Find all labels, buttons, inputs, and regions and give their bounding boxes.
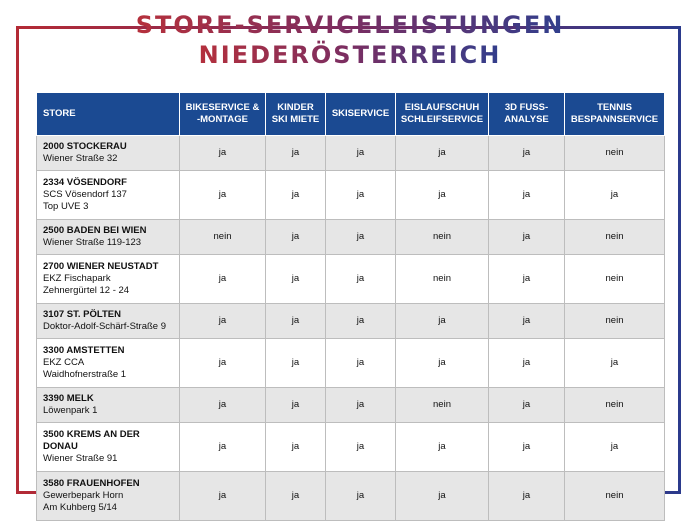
page-title — [0, 10, 700, 70]
service-cell: ja — [266, 136, 326, 171]
service-cell: ja — [266, 472, 326, 521]
service-cell: nein — [565, 255, 665, 304]
service-cell: ja — [489, 423, 565, 472]
service-cell: ja — [396, 171, 489, 220]
service-cell: nein — [396, 388, 489, 423]
table-row — [37, 136, 665, 171]
header-skiservice: SKISERVICE — [326, 93, 396, 136]
service-cell: ja — [266, 388, 326, 423]
store-cell — [37, 472, 180, 521]
service-cell: ja — [396, 304, 489, 339]
service-cell: ja — [266, 255, 326, 304]
service-cell: ja — [326, 388, 396, 423]
store-name: 2000 STOCKERAU — [43, 141, 127, 152]
service-cell: ja — [489, 171, 565, 220]
service-cell: ja — [180, 255, 266, 304]
service-cell: nein — [565, 304, 665, 339]
services-table-container — [36, 92, 664, 521]
service-cell: ja — [180, 472, 266, 521]
store-name: 2334 VÖSENDORF — [43, 177, 127, 188]
service-cell: nein — [180, 220, 266, 255]
service-cell: nein — [396, 220, 489, 255]
service-cell: ja — [396, 472, 489, 521]
store-cell — [37, 339, 180, 388]
store-name: 3390 MELK — [43, 393, 94, 404]
store-address-line-1: Wiener Straße 32 — [43, 153, 118, 164]
store-cell — [37, 304, 180, 339]
service-cell: ja — [326, 136, 396, 171]
service-cell: ja — [489, 339, 565, 388]
service-cell: ja — [326, 423, 396, 472]
header-store: STORE — [37, 93, 180, 136]
service-cell: ja — [326, 472, 396, 521]
store-address-line-1: SCS Vösendorf 137 — [43, 189, 127, 200]
service-cell: ja — [180, 388, 266, 423]
store-address-line-2: Am Kuhberg 5/14 — [43, 502, 117, 513]
store-address-line-1: Wiener Straße 91 — [43, 453, 118, 464]
service-cell: ja — [489, 388, 565, 423]
store-cell — [37, 220, 180, 255]
store-address-line-1: EKZ Fischapark — [43, 273, 111, 284]
store-address-line-1: Gewerbepark Horn — [43, 490, 124, 501]
service-cell: ja — [565, 339, 665, 388]
header-bikeservice: BIKESERVICE & -MONTAGE — [180, 93, 266, 136]
service-cell: ja — [326, 304, 396, 339]
store-cell — [37, 136, 180, 171]
store-cell — [37, 423, 180, 472]
table-row — [37, 339, 665, 388]
table-body — [37, 136, 665, 521]
service-cell: ja — [489, 220, 565, 255]
title-line-1: STORE-SERVICELEISTUNGEN — [126, 10, 575, 40]
store-address-line-1: Doktor-Adolf-Schärf-Straße 9 — [43, 321, 167, 332]
title-line-2: NIEDERÖSTERREICH — [189, 40, 512, 70]
service-cell: nein — [396, 255, 489, 304]
table-row — [37, 220, 665, 255]
service-cell: ja — [266, 220, 326, 255]
store-address-line-2: Waidhofnerstraße 1 — [43, 369, 127, 380]
store-cell — [37, 255, 180, 304]
service-cell: ja — [326, 339, 396, 388]
service-cell: ja — [180, 304, 266, 339]
store-address-line-1: Löwenpark 1 — [43, 405, 98, 416]
service-cell: ja — [180, 423, 266, 472]
store-address-line-2: Top UVE 3 — [43, 201, 89, 212]
service-cell: ja — [489, 136, 565, 171]
service-cell: ja — [326, 171, 396, 220]
store-cell — [37, 388, 180, 423]
table-row — [37, 255, 665, 304]
header-3d-fuss-analyse: 3D FUSS-ANALYSE — [489, 93, 565, 136]
service-cell: ja — [326, 220, 396, 255]
service-cell: ja — [326, 255, 396, 304]
service-cell: ja — [396, 136, 489, 171]
store-address-line-1: EKZ CCA — [43, 357, 85, 368]
store-name: 2700 WIENER NEUSTADT — [43, 261, 159, 272]
header-kinder-ski-miete: KINDER SKI MIETE — [266, 93, 326, 136]
service-cell: ja — [396, 423, 489, 472]
service-cell: ja — [489, 304, 565, 339]
store-name: 3500 KREMS AN DER DONAU — [43, 429, 140, 452]
service-cell: ja — [180, 171, 266, 220]
service-cell: ja — [180, 339, 266, 388]
services-table — [36, 92, 665, 521]
service-cell: nein — [565, 136, 665, 171]
service-cell: ja — [489, 255, 565, 304]
header-tennis: TENNIS BESPANNSERVICE — [565, 93, 665, 136]
service-cell: ja — [266, 339, 326, 388]
store-name: 3580 FRAUENHOFEN — [43, 478, 140, 489]
store-address-line-1: Wiener Straße 119-123 — [43, 237, 142, 248]
header-eislaufschuh: EISLAUFSCHUH SCHLEIFSERVICE — [396, 93, 489, 136]
table-row — [37, 423, 665, 472]
store-name: 3300 AMSTETTEN — [43, 345, 125, 356]
service-cell: nein — [565, 388, 665, 423]
table-row — [37, 388, 665, 423]
store-address-line-2: Zehnergürtel 12 - 24 — [43, 285, 130, 296]
table-header-row — [37, 93, 665, 136]
service-cell: nein — [565, 220, 665, 255]
service-cell: ja — [266, 304, 326, 339]
service-cell: ja — [266, 423, 326, 472]
service-cell: ja — [266, 171, 326, 220]
service-cell: ja — [180, 136, 266, 171]
service-cell: ja — [565, 423, 665, 472]
table-row — [37, 472, 665, 521]
table-row — [37, 171, 665, 220]
table-row — [37, 304, 665, 339]
service-cell: ja — [489, 472, 565, 521]
store-name: 2500 BADEN BEI WIEN — [43, 225, 147, 236]
service-cell: ja — [565, 171, 665, 220]
service-cell: nein — [565, 472, 665, 521]
store-cell — [37, 171, 180, 220]
service-cell: ja — [396, 339, 489, 388]
store-name: 3107 ST. PÖLTEN — [43, 309, 121, 320]
